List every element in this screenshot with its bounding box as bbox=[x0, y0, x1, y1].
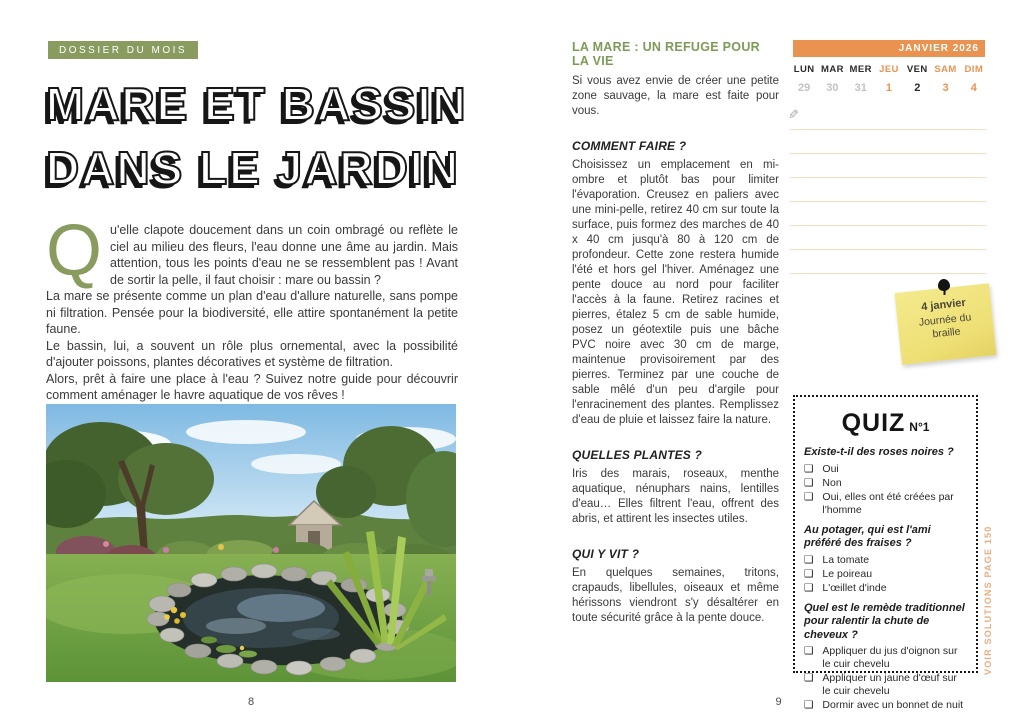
calendar-date-row bbox=[790, 82, 988, 94]
sticky-note bbox=[894, 283, 996, 365]
quiz-option-label: La tomate bbox=[822, 553, 870, 566]
article-intro: Si vous avez envie de créer une petite zone sauvage, la mare est faite pour vous. bbox=[572, 75, 779, 117]
quiz-option bbox=[804, 645, 967, 671]
quiz-option-label: Le poireau bbox=[822, 567, 873, 580]
quiz-option bbox=[804, 582, 967, 595]
note-line bbox=[790, 153, 986, 154]
section-title-comment-faire: COMMENT FAIRE ? bbox=[572, 139, 687, 153]
quiz-option-label: Oui bbox=[822, 462, 839, 475]
quiz-question bbox=[804, 524, 967, 595]
intro-paragraph-4: Alors, prêt à faire une place à l'eau ? Suivez notre guide pour découvrir comment aménager le havre aquatique de vos rêves ! bbox=[46, 371, 458, 402]
note-line bbox=[790, 129, 986, 130]
quiz-option-label: Appliquer du jus d'oignon sur le cuir chevelu bbox=[822, 645, 958, 670]
section-title-quelles-plantes: QUELLES PLANTES ? bbox=[572, 448, 703, 462]
note-line bbox=[790, 201, 986, 202]
quiz-option-label: Oui, elles ont été créées par l'homme bbox=[822, 490, 954, 516]
quiz-question-text: Au potager, qui est l'ami préféré des fraises ? bbox=[804, 523, 931, 549]
calendar-day: JEU bbox=[879, 64, 899, 75]
calendar-day: SAM bbox=[934, 64, 957, 75]
quiz-option bbox=[804, 672, 967, 698]
quiz-option bbox=[804, 568, 967, 581]
calendar-date: 1 bbox=[885, 82, 893, 94]
quiz-title bbox=[804, 409, 967, 438]
sticky-note-label: Journée du braille bbox=[918, 311, 972, 341]
calendar-date: 29 bbox=[798, 82, 811, 94]
section-badge: DOSSIER DU MOIS bbox=[48, 41, 198, 59]
quiz-option bbox=[804, 463, 967, 476]
quiz-title-text: QUIZ bbox=[841, 409, 906, 437]
note-line bbox=[790, 225, 986, 226]
page-title-line2: DANS LE JARDIN bbox=[46, 142, 460, 194]
note-line bbox=[790, 273, 986, 274]
quiz-question-text: Quel est le remède traditionnel pour ralentir la chute de cheveux ? bbox=[804, 601, 965, 641]
calendar-day-row bbox=[790, 64, 988, 75]
article-heading: LA MARE : UN REFUGE POUR LA VIE bbox=[572, 40, 760, 68]
checkbox-icon: ❑ bbox=[804, 699, 814, 711]
intro-paragraph-2: La mare se présente comme un plan d'eau d'allure naturelle, sans pompe ni filtration. Pensée pour la biodiversité, elle attire spontanément la petite faune. bbox=[46, 289, 458, 336]
section-body-quelles-plantes: Iris des marais, roseaux, menthe aquatique, nénuphars nains, lentilles d'eau… Elles filtrent l'eau, offrent des abris, et attirent les insectes utiles. bbox=[572, 468, 779, 525]
section-body-comment-faire: Choisissez un emplacement en mi-ombre et plutôt bas pour limiter l'évaporation. Creusez en paliers avec une mini-pelle, retirez 40 cm sur toute la surface, puis formez des marches de 40 x 40 cm jusqu'à 80 à 120 cm de profondeur. Cette zone restera humide l'été et hors gel l'hiver. Aménagez une pente douce au nord pour faciliter l'accès à la faune. Retirez racines et pierres, étalez 5 cm de sable humide, posez un géotextile puis une bâche PVC noire avec 30 cm de marge, maintenue provisoirement par des pierres. Terminez par une couche de sable mêlé d'un peu d'argile pour l'enracinement des plantes. Remplissez d'eau de pluie et laissez faire la nature. bbox=[572, 159, 779, 426]
calendar-date: 30 bbox=[826, 82, 839, 94]
page-title bbox=[46, 72, 476, 200]
quiz-option bbox=[804, 554, 967, 567]
calendar-date: 2 bbox=[914, 82, 921, 94]
checkbox-icon: ❑ bbox=[804, 567, 814, 580]
pencil-icon: ✎ bbox=[788, 108, 799, 123]
note-line bbox=[790, 177, 986, 178]
quiz-solutions-note: VOIR SOLUTIONS PAGE 150 bbox=[983, 525, 993, 675]
calendar-day: LUN bbox=[793, 64, 815, 75]
checkbox-icon: ❑ bbox=[804, 462, 814, 475]
quiz-option bbox=[804, 491, 967, 517]
page-title-line1: MARE ET BASSIN bbox=[46, 78, 468, 130]
checkbox-icon: ❑ bbox=[804, 672, 814, 684]
intro-text bbox=[46, 211, 458, 404]
page-number-right: 9 bbox=[775, 696, 782, 708]
calendar-date: 31 bbox=[854, 82, 867, 94]
quiz-option-label: Dormir avec un bonnet de nuit bbox=[822, 699, 964, 711]
checkbox-icon: ❑ bbox=[804, 476, 814, 489]
drop-cap: Q bbox=[46, 211, 103, 291]
calendar-day: MER bbox=[849, 64, 872, 75]
calendar-date: 4 bbox=[970, 82, 977, 94]
quiz-option bbox=[804, 477, 967, 490]
pond-photo-illustration bbox=[46, 404, 456, 682]
quiz-question-text: Existe-t-il des roses noires ? bbox=[804, 446, 954, 458]
quiz-option-label: Appliquer un jaune d'œuf sur le cuir chevelu bbox=[822, 672, 957, 697]
intro-paragraph-1: u'elle clapote doucement dans un coin ombragé ou reflète le ciel au milieu des fleurs, l'eau donne une âme au jardin. Mais attention, tous les points d'eau ne se ressemblent pas ! Avant de sortir la pelle, il faut choisir : mare ou bassin ? bbox=[110, 223, 458, 287]
quiz-number: N°1 bbox=[909, 420, 930, 434]
checkbox-icon: ❑ bbox=[804, 553, 814, 566]
note-line bbox=[790, 249, 986, 250]
calendar-day: DIM bbox=[964, 64, 984, 75]
quiz-box bbox=[793, 395, 978, 711]
article-column bbox=[572, 40, 779, 626]
intro-paragraph-3: Le bassin, lui, a souvent un rôle plus ornemental, avec la possibilité d'ajouter poissons, plantes décoratives et système de filtration. bbox=[46, 338, 458, 369]
calendar-date: 3 bbox=[942, 82, 949, 94]
page-number-left: 8 bbox=[247, 696, 255, 708]
quiz-question bbox=[804, 446, 967, 517]
pond-photo bbox=[46, 404, 456, 682]
quiz-option-label: Non bbox=[822, 476, 842, 489]
sticky-note-date: 4 janvier bbox=[920, 296, 967, 314]
checkbox-icon: ❑ bbox=[804, 645, 814, 657]
checkbox-icon: ❑ bbox=[804, 581, 814, 594]
quiz-questions bbox=[804, 446, 967, 712]
calendar-month-bar: JANVIER 2026 bbox=[793, 40, 985, 57]
calendar-day: VEN bbox=[906, 64, 928, 75]
pushpin-icon bbox=[937, 278, 950, 291]
checkbox-icon: ❑ bbox=[804, 490, 814, 503]
quiz-option-label: L'œillet d'inde bbox=[822, 581, 887, 594]
section-body-qui-y-vit: En quelques semaines, tritons, crapauds, libellules, oiseaux et même hérissons viendront s'y désaltérer en toute sécurité grâce à la pente douce. bbox=[572, 567, 779, 624]
calendar-day: MAR bbox=[821, 64, 844, 75]
section-title-qui-y-vit: QUI Y VIT ? bbox=[572, 547, 640, 561]
